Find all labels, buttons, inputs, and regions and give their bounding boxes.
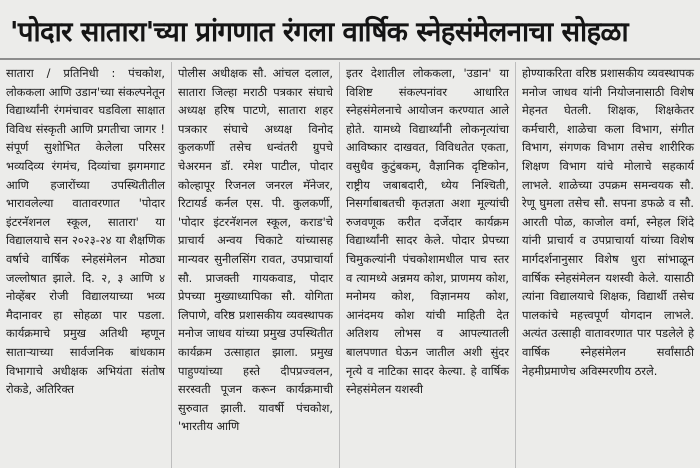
article-column-1	[0, 62, 172, 468]
article-column-3	[340, 62, 516, 468]
article-column-2	[172, 62, 340, 468]
column-1-text: सातारा / प्रतिनिधी : पंचकोश, लोककला आणि उडान'च्या संकल्पनेतून विद्यार्थ्यांनी रंगमंचावर घडविला साक्षात विविध संस्कृती आणि प्रगतीचा जागर ! संपूर्ण सुशोभित केलेला परिसर भव्यदिव्य रंगमंच, दिव्यांचा झगमगाट आणि हजारोंच्या उपस्थितीतील भारावलेल्या वातावरणात 'पोदार इंटरनॅशनल स्कूल, सातारा' या विद्यालयाचे सन २०२३-२४ या शैक्षणिक वर्षाचे वार्षिक स्नेहसंमेलन मोठ्या जल्लोषात झाले. दि. २, ३ आणि ४ नोव्हेंबर रोजी विद्यालयाच्या भव्य मैदानावर हा सोहळा पार पडला. कार्यक्रमाचे प्रमुख अतिथी म्हणून साताऱ्याच्या सार्वजनिक बांधकाम विभागाचे अधीक्षक अभियंता संतोष रोकडे, अतिरिक्त	[6, 66, 165, 397]
article-body	[0, 62, 700, 468]
column-4-text: होण्याकरिता वरिष्ठ प्रशासकीय व्यवस्थापक मनोज जाधव यांनी नियोजनासाठी विशेष मेहनत घेतली. शिक्षक, शिक्षकेतर कर्मचारी, शाळेचा कला विभाग, संगीत विभाग, संगणक विभाग तसेच शारीरिक शिक्षण विभाग यांचे मोलाचे सहकार्य लाभले. शाळेच्या उपक्रम समन्वयक सौ. रेणू घुमला तसेच सौ. सपना डफळे व सौ. आरती पोळ, काजोल वर्मा, स्नेहल शिंदे यांनी प्राचार्य व उपप्राचार्या यांच्या विशेष मार्गदर्शनानुसार विशेष धुरा सांभाळून वार्षिक स्नेहसंमेलन यशस्वी केले. यासाठी त्यांना विद्यालयाचे शिक्षक, विद्यार्थी तसेच पालकांचे महत्त्वपूर्ण योगदान लाभले. अत्यंत उत्साही वातावरणात पार पडलेले हे वार्षिक स्नेहसंमेलन सर्वांसाठी नेहमीप्रमाणेच अविस्मरणीय ठरले.	[522, 66, 694, 378]
column-3-text: इतर देशातील लोककला, 'उडान' या विशिष्ट संकल्पनांवर आधारित स्नेहसंमेलनाचे आयोजन करण्यात आले होते. यामध्ये विद्यार्थ्यांनी लोकनृत्यांचा आविष्कार दाखवत, विविधतेत एकता, वसुधैव कुटुंबकम्, वैज्ञानिक दृष्टिकोन, राष्ट्रीय जबाबदारी, ध्येय निश्चिती, निसर्गाबाबतची कृतज्ञता अशा मूल्यांची रुजवणूक करीत दर्जेदार कार्यक्रम विद्यार्थ्यांनी सादर केले. पोदार प्रेपच्या चिमुकल्यांनी पंचकोशामधील पाच स्तर व त्यामध्ये अन्नमय कोश, प्राणमय कोश, मनोमय कोश, विज्ञानमय कोश, आनंदमय कोश यांची माहिती देत अतिशय लोभस व आपल्यातली बालपणात घेऊन जातील अशी सुंदर नृत्ये व नाटिका सादर केल्या. हे वार्षिक स्नेहसंमेलन यशस्वी	[346, 66, 509, 397]
headline-divider	[0, 58, 700, 60]
column-2-text: पोलीस अधीक्षक सौ. आंचल दलाल, सातारा जिल्हा मराठी पत्रकार संघाचे अध्यक्ष हरिष पाटणे, सातारा शहर पत्रकार संघाचे अध्यक्ष विनोद कुलकर्णी तसेच धन्वंतरी ग्रुपचे चेअरमन डॉ. रमेश पाटील, पोदार कोल्हापूर रिजनल जनरल मॅनेजर, रिटायर्ड कर्नल एस. पी. कुलकर्णी, 'पोदार इंटरनॅशनल स्कूल, कराड'चे प्राचार्य अन्वय चिकाटे यांच्यासह मान्यवर सुनीलसिंग रावत, उपप्राचार्या सौ. प्राजक्ती गायकवाड, पोदार प्रेपच्या मुख्याध्यापिका सौ. योगिता लिपाणे, वरिष्ठ प्रशासकीय व्यवस्थापक मनोज जाधव यांच्या प्रमुख उपस्थितीत कार्यक्रम उत्साहात झाला. प्रमुख पाहुण्यांच्या हस्ते दीपप्रज्वलन, सरस्वती पूजन करून कार्यक्रमाची सुरुवात झाली. यावर्षी पंचकोश, 'भारतीय आणि	[178, 66, 333, 434]
article-column-4	[516, 62, 700, 468]
headline: 'पोदार सातारा'च्या प्रांगणात रंगला वार्षिक स्नेहसंमेलनाचा सोहळा	[10, 16, 628, 48]
